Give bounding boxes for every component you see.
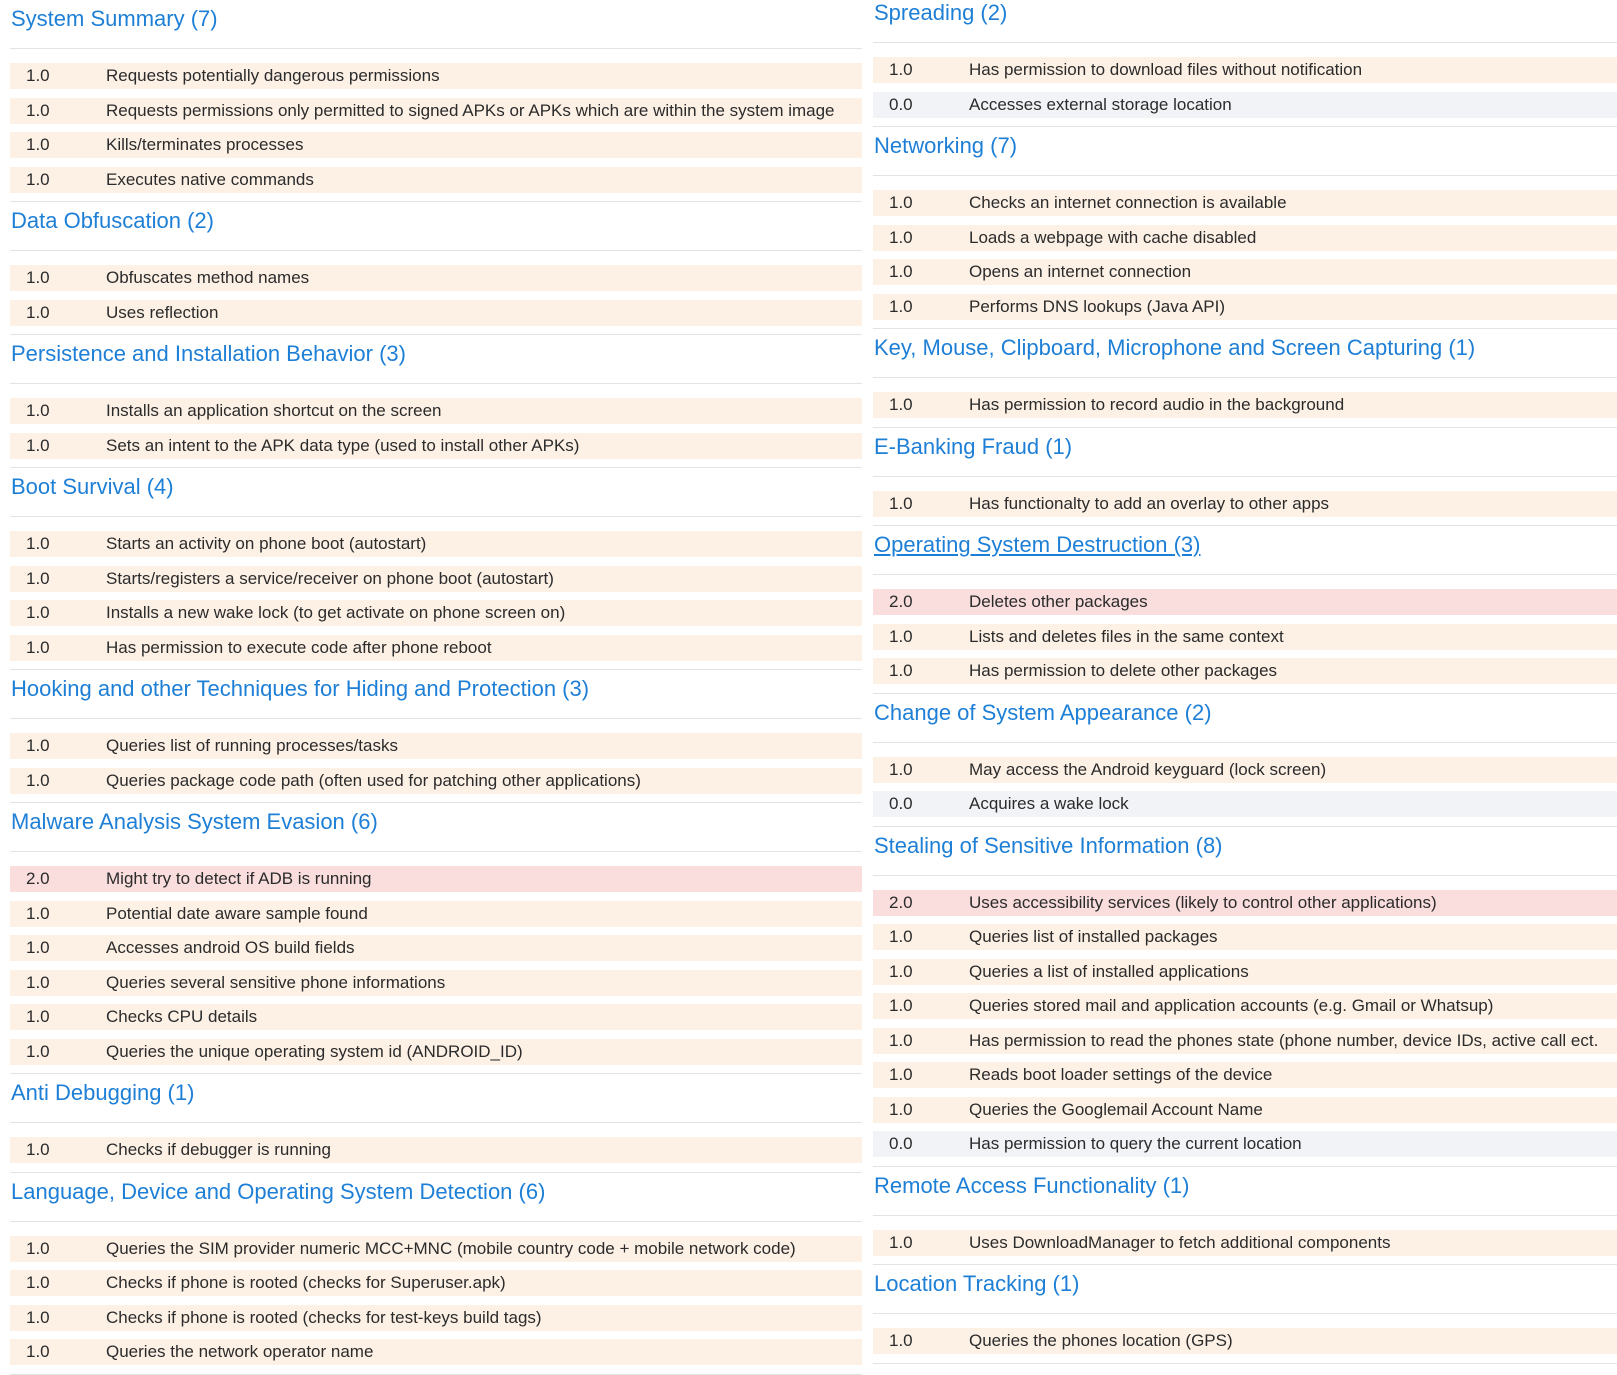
section-end-divider [10, 467, 862, 468]
signature-score: 0.0 [889, 1134, 913, 1153]
signature-row [10, 265, 862, 291]
section-divider [873, 476, 1617, 477]
section-title[interactable]: Hooking and other Techniques for Hiding and Protection (3) [11, 676, 590, 701]
signature-row [873, 57, 1617, 83]
signature-description: Queries the SIM provider numeric MCC+MNC (mobile country code + mobile network code) [106, 1238, 796, 1258]
section-end-divider [10, 1172, 862, 1173]
signature-score: 1.0 [889, 193, 913, 212]
signature-score: 2.0 [889, 592, 913, 611]
signature-row [873, 993, 1617, 1019]
signature-score: 1.0 [26, 1273, 50, 1292]
signature-score: 1.0 [889, 1065, 913, 1084]
signature-row [10, 98, 862, 124]
signature-score: 1.0 [26, 268, 50, 287]
signature-score: 0.0 [889, 794, 913, 813]
signature-description: Uses DownloadManager to fetch additional components [969, 1232, 1391, 1252]
section-anti-debugging [10, 1080, 862, 1173]
signature-score: 1.0 [26, 972, 50, 992]
signature-row [10, 635, 862, 661]
section-key-mouse-clipboard-microphone-and-screen-capturing [873, 335, 1617, 428]
signature-description: Checks if debugger is running [106, 1140, 331, 1159]
signature-score: 1.0 [889, 493, 913, 513]
signature-score: 1.0 [889, 927, 913, 946]
signature-description: Checks CPU details [106, 1007, 258, 1026]
signature-row [873, 658, 1617, 684]
signature-score: 1.0 [889, 996, 913, 1015]
section-divider [10, 383, 862, 384]
signature-description: Checks if phone is rooted (checks for Superuser.apk) [106, 1273, 506, 1292]
section-title[interactable]: Boot Survival (4) [11, 474, 174, 499]
signature-description: Potential date aware sample found [106, 903, 368, 923]
signature-score: 1.0 [26, 1007, 50, 1026]
signature-row [873, 791, 1617, 817]
section-divider [10, 851, 862, 852]
signature-score: 0.0 [889, 94, 913, 114]
signature-description: Installs an application shortcut on the screen [106, 401, 442, 420]
signature-description: Has permission to delete other packages [969, 661, 1278, 680]
signature-description: Accesses android OS build fields [106, 938, 355, 957]
section-divider [873, 742, 1617, 743]
signature-row [873, 924, 1617, 950]
signature-row [10, 600, 862, 626]
section-end-divider [10, 1374, 862, 1375]
signature-description: Queries stored mail and application accounts (e.g. Gmail or Whatsup) [969, 996, 1494, 1015]
signature-score: 1.0 [26, 534, 50, 553]
signature-row [873, 225, 1617, 251]
signature-score: 1.0 [889, 759, 913, 779]
section-data-obfuscation [10, 208, 862, 335]
section-end-divider [873, 1264, 1617, 1265]
section-end-divider [10, 802, 862, 803]
signature-description: Has permission to download files without notification [969, 60, 1363, 79]
section-divider [10, 516, 862, 517]
signature-row [873, 589, 1617, 615]
section-boot-survival [10, 474, 862, 670]
signature-row [10, 63, 862, 89]
signature-score: 1.0 [26, 302, 50, 322]
signature-score: 1.0 [26, 938, 50, 957]
section-end-divider [10, 1073, 862, 1074]
section-spreading [873, 0, 1617, 127]
signature-score: 1.0 [889, 626, 913, 646]
section-end-divider [873, 826, 1617, 827]
signature-row [873, 190, 1617, 216]
section-e-banking-fraud [873, 434, 1617, 527]
signature-score: 1.0 [26, 1342, 50, 1361]
section-title[interactable]: Networking (7) [874, 133, 1018, 158]
signature-score: 1.0 [26, 435, 50, 455]
section-divider [10, 250, 862, 251]
section-end-divider [10, 669, 862, 670]
signature-description: Queries list of installed packages [969, 927, 1218, 946]
signature-score: 1.0 [889, 1099, 913, 1119]
section-persistence-and-installation-behavior [10, 341, 862, 468]
signature-score: 1.0 [26, 637, 50, 657]
signature-row [873, 624, 1617, 650]
section-title[interactable]: E-Banking Fraud (1) [874, 433, 1073, 459]
signature-row [10, 531, 862, 557]
section-title[interactable]: Stealing of Sensitive Information (8) [874, 832, 1223, 858]
section-end-divider [873, 1363, 1617, 1364]
section-remote-access-functionality [873, 1173, 1617, 1266]
signature-description: Queries a list of installed applications [969, 961, 1249, 981]
signature-description: Has permission to execute code after phone reboot [106, 637, 492, 657]
signature-score: 1.0 [889, 961, 913, 981]
signature-score: 1.0 [889, 262, 913, 281]
signature-description: Has permission to query the current location [969, 1134, 1302, 1153]
signature-score: 1.0 [889, 1331, 913, 1350]
signature-score: 1.0 [26, 169, 50, 189]
signature-description: Queries several sensitive phone informations [106, 972, 446, 992]
signature-row [10, 433, 862, 459]
signature-description: Requests permissions only permitted to signed APKs or APKs which are within the system image [106, 100, 835, 120]
signature-row [873, 294, 1617, 320]
signature-row [10, 398, 862, 424]
signature-description: Obfuscates method names [106, 268, 310, 287]
section-divider [873, 1215, 1617, 1216]
section-change-of-system-appearance [873, 700, 1617, 827]
section-title[interactable]: Spreading (2) [874, 0, 1008, 25]
section-title[interactable]: Data Obfuscation (2) [11, 208, 214, 233]
signature-description: Queries the unique operating system id (ANDROID_ID) [106, 1041, 523, 1061]
signature-row [10, 566, 862, 592]
signature-row [10, 733, 862, 759]
section-title[interactable]: Operating System Destruction (3) [874, 532, 1201, 557]
signature-description: Has permission to read the phones state (phone number, device IDs, active call ect. [969, 1030, 1599, 1050]
section-title[interactable]: Anti Debugging (1) [11, 1080, 195, 1105]
section-end-divider [873, 525, 1617, 526]
signature-description: Opens an internet connection [969, 262, 1192, 281]
signature-description: Queries list of running processes/tasks [106, 736, 398, 755]
signature-row [10, 768, 862, 794]
signature-score: 1.0 [26, 736, 50, 755]
signature-description: Uses accessibility services (likely to control other applications) [969, 892, 1437, 912]
signature-score: 1.0 [26, 1140, 50, 1159]
section-hooking-and-other-techniques-for-hiding-and-protection [10, 676, 862, 803]
signature-score: 1.0 [26, 66, 50, 85]
signature-score: 1.0 [889, 661, 913, 680]
signature-row [10, 1339, 862, 1365]
section-title[interactable]: Language, Device and Operating System Detection (6) [11, 1178, 546, 1204]
signature-description: Checks if phone is rooted (checks for test-keys build tags) [106, 1307, 542, 1327]
right-column [867, 0, 1617, 1364]
signature-description: Kills/terminates processes [106, 135, 304, 154]
section-divider [10, 1221, 862, 1222]
signature-row [10, 866, 862, 892]
signature-row [873, 1131, 1617, 1157]
signature-row [873, 491, 1617, 517]
section-malware-analysis-system-evasion [10, 809, 862, 1074]
signature-row [10, 1270, 862, 1296]
signature-description: Has functionalty to add an overlay to other apps [969, 493, 1330, 513]
signature-score: 1.0 [889, 227, 913, 247]
section-divider [873, 42, 1617, 43]
section-end-divider [10, 334, 862, 335]
signature-row [873, 1028, 1617, 1054]
signature-score: 1.0 [889, 296, 913, 316]
signature-row [10, 132, 862, 158]
signature-description: Checks an internet connection is available [969, 193, 1287, 212]
signature-description: Deletes other packages [969, 592, 1148, 611]
signature-row [873, 1328, 1617, 1354]
signature-score: 1.0 [26, 1041, 50, 1061]
section-divider [10, 48, 862, 49]
signature-description: Queries the network operator name [106, 1342, 374, 1361]
section-divider [873, 875, 1617, 876]
signature-row [10, 1137, 862, 1163]
section-divider [873, 1313, 1617, 1314]
signature-description: Loads a webpage with cache disabled [969, 227, 1257, 247]
signature-description: Accesses external storage location [969, 94, 1232, 114]
signature-description: Queries the Googlemail Account Name [969, 1099, 1263, 1119]
signature-description: Starts an activity on phone boot (autostart) [106, 534, 427, 553]
signature-score: 2.0 [26, 869, 50, 888]
section-title[interactable]: Location Tracking (1) [874, 1271, 1080, 1296]
section-divider [10, 1122, 862, 1123]
signature-row [873, 1230, 1617, 1256]
signature-row [873, 1062, 1617, 1088]
signature-description: Starts/registers a service/receiver on phone boot (autostart) [106, 568, 554, 588]
signature-score: 1.0 [889, 1232, 913, 1252]
signature-score: 1.0 [26, 603, 50, 622]
signature-description: Requests potentially dangerous permissions [106, 66, 440, 85]
section-end-divider [873, 328, 1617, 329]
signature-row [873, 1097, 1617, 1123]
signature-row [873, 392, 1617, 418]
signature-description: Has permission to record audio in the background [969, 395, 1345, 414]
signature-score: 1.0 [26, 770, 50, 790]
signature-score: 1.0 [889, 60, 913, 79]
signature-row [873, 959, 1617, 985]
signature-row [10, 901, 862, 927]
signature-row [10, 970, 862, 996]
section-end-divider [10, 201, 862, 202]
section-networking [873, 133, 1617, 329]
section-language-device-and-operating-system-detection [10, 1179, 862, 1375]
signature-description: May access the Android keyguard (lock screen) [969, 759, 1327, 779]
signature-score: 1.0 [26, 903, 50, 923]
section-location-tracking [873, 1271, 1617, 1364]
signature-score: 1.0 [26, 568, 50, 588]
signature-row [873, 259, 1617, 285]
signature-description: Lists and deletes files in the same context [969, 626, 1284, 646]
signature-description: Uses reflection [106, 302, 219, 322]
signature-row [873, 757, 1617, 783]
section-end-divider [873, 427, 1617, 428]
signature-row [10, 1039, 862, 1065]
signature-description: Installs a new wake lock (to get activate on phone screen on) [106, 603, 566, 622]
signature-row [10, 1236, 862, 1262]
section-title[interactable]: Remote Access Functionality (1) [874, 1172, 1190, 1198]
signature-description: Reads boot loader settings of the device [969, 1065, 1273, 1084]
section-end-divider [873, 126, 1617, 127]
signature-description: Acquires a wake lock [969, 794, 1129, 813]
signature-score: 1.0 [26, 1238, 50, 1258]
section-title[interactable]: System Summary (7) [11, 6, 218, 31]
signature-description: Sets an intent to the APK data type (used to install other APKs) [106, 435, 580, 455]
signature-description: Might try to detect if ADB is running [106, 869, 372, 888]
section-divider [873, 175, 1617, 176]
section-divider [10, 718, 862, 719]
section-operating-system-destruction [873, 532, 1617, 694]
signature-score: 1.0 [26, 100, 50, 120]
signature-score: 1.0 [26, 135, 50, 154]
section-end-divider [873, 693, 1617, 694]
section-title[interactable]: Persistence and Installation Behavior (3) [11, 341, 406, 366]
signature-score: 1.0 [26, 401, 50, 420]
section-stealing-of-sensitive-information [873, 833, 1617, 1167]
signature-score: 2.0 [889, 892, 913, 912]
signature-description: Queries package code path (often used for patching other applications) [106, 770, 641, 790]
signature-row [10, 1004, 862, 1030]
signature-row [873, 92, 1617, 118]
signature-row [10, 300, 862, 326]
section-system-summary [10, 6, 862, 202]
signature-description: Queries the phones location (GPS) [969, 1331, 1233, 1350]
section-title[interactable]: Key, Mouse, Clipboard, Microphone and Screen Capturing (1) [874, 335, 1476, 360]
section-title[interactable]: Change of System Appearance (2) [874, 699, 1212, 725]
signature-row [10, 935, 862, 961]
signature-score: 1.0 [889, 395, 913, 414]
signature-description: Executes native commands [106, 169, 314, 189]
section-divider [873, 377, 1617, 378]
signature-row [873, 890, 1617, 916]
section-end-divider [873, 1166, 1617, 1167]
signature-score: 1.0 [889, 1030, 913, 1050]
signature-row [10, 167, 862, 193]
signature-score: 1.0 [26, 1307, 50, 1327]
section-divider [873, 574, 1617, 575]
signature-row [10, 1305, 862, 1331]
signature-description: Performs DNS lookups (Java API) [969, 296, 1226, 316]
section-title[interactable]: Malware Analysis System Evasion (6) [11, 809, 378, 834]
